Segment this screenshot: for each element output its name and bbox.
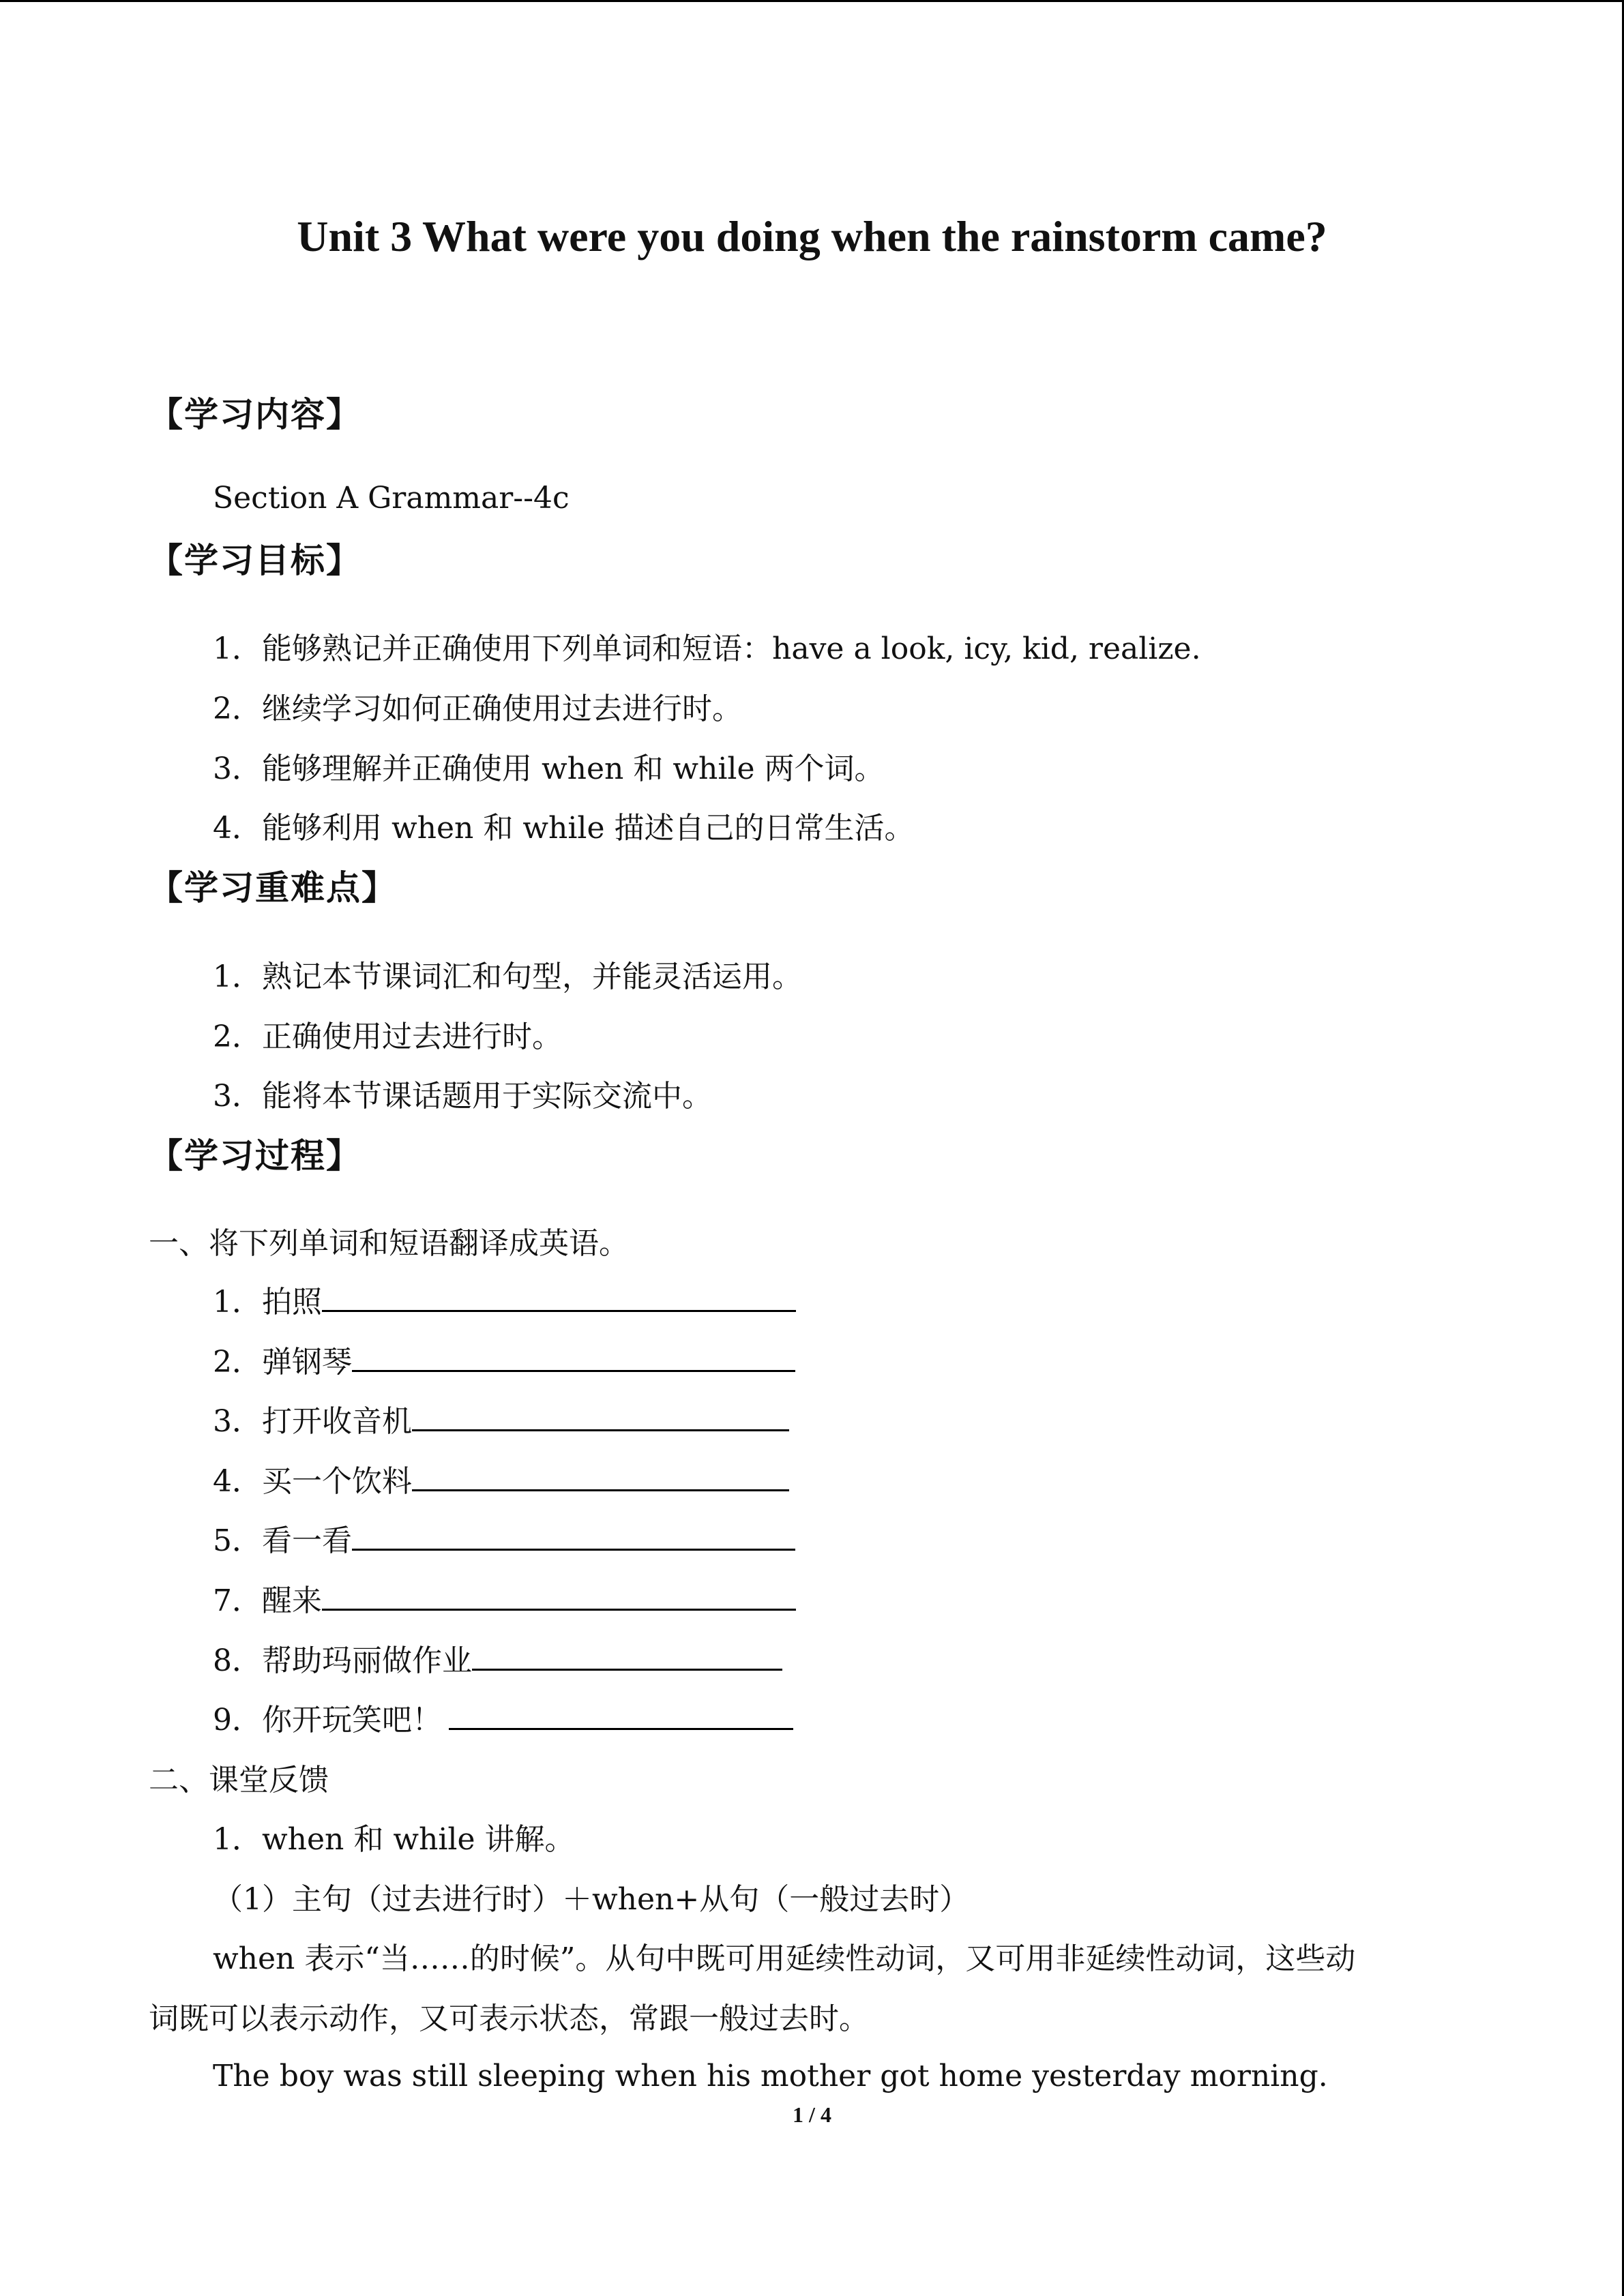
example-sentence: The boy was still sleeping when his mother got home yesterday morning. [213, 2059, 1328, 2093]
translation-item [213, 1457, 789, 1500]
answer-blank[interactable] [322, 1280, 796, 1312]
answer-blank[interactable] [472, 1639, 782, 1671]
page-title: Unit 3 What were you doing when the rainstorm came? [297, 212, 1327, 260]
answer-blank[interactable] [449, 1698, 793, 1730]
heading-content: 【学习内容】 [149, 395, 361, 434]
top-border [0, 0, 1624, 2]
translation-item [213, 1337, 795, 1381]
goal-item: 1．能够熟记并正确使用下列单词和短语：have a look, icy, kid, realize. [213, 631, 1201, 666]
page-number: 1 / 4 [793, 2102, 831, 2127]
part2-sub1: 1．when 和 while 讲解。 [213, 1822, 575, 1857]
answer-blank[interactable] [412, 1399, 789, 1431]
translation-prompt: 4．买一个饮料 [213, 1464, 412, 1499]
part2-title: 二、课堂反馈 [149, 1763, 329, 1798]
translation-prompt: 9．你开玩笑吧！ [213, 1703, 442, 1738]
translation-prompt: 2．弹钢琴 [213, 1345, 352, 1380]
goal-item: 2．继续学习如何正确使用过去进行时。 [213, 691, 742, 726]
translation-item [213, 1695, 793, 1739]
part1-title: 一、将下列单词和短语翻译成英语。 [149, 1226, 629, 1261]
content-text: Section A Grammar--4c [213, 481, 570, 516]
translation-prompt: 8．帮助玛丽做作业 [213, 1643, 472, 1678]
key-point-item: 2．正确使用过去进行时。 [213, 1019, 562, 1054]
heading-process: 【学习过程】 [149, 1136, 361, 1176]
key-point-item: 1．熟记本节课词汇和句型，并能灵活运用。 [213, 959, 802, 994]
explanation-line: when 表示“当……的时候”。从句中既可用延续性动词，又可用非延续性动词，这些动 [213, 1941, 1356, 1976]
goal-item: 4．能够利用 when 和 while 描述自己的日常生活。 [213, 811, 915, 846]
answer-blank[interactable] [352, 1519, 795, 1551]
goal-item: 3．能够理解并正确使用 when 和 while 两个词。 [213, 751, 885, 786]
part2-sub1a: （1）主句（过去进行时）＋when+从句（一般过去时） [213, 1882, 970, 1917]
heading-key-points: 【学习重难点】 [149, 868, 397, 908]
key-point-item: 3．能将本节课话题用于实际交流中。 [213, 1079, 712, 1114]
translation-item [213, 1397, 789, 1440]
answer-blank[interactable] [322, 1579, 796, 1611]
answer-blank[interactable] [412, 1459, 789, 1491]
translation-item [213, 1277, 796, 1321]
heading-goals: 【学习目标】 [149, 541, 361, 580]
translation-item [213, 1576, 796, 1620]
translation-prompt: 3．打开收音机 [213, 1404, 412, 1439]
translation-prompt: 7．醒来 [213, 1583, 322, 1618]
translation-item [213, 1636, 782, 1680]
translation-item [213, 1516, 795, 1560]
translation-prompt: 1．拍照 [213, 1285, 322, 1320]
explanation-line: 词既可以表示动作，又可表示状态，常跟一般过去时。 [149, 2001, 869, 2036]
answer-blank[interactable] [352, 1340, 795, 1372]
translation-prompt: 5．看一看 [213, 1523, 352, 1558]
